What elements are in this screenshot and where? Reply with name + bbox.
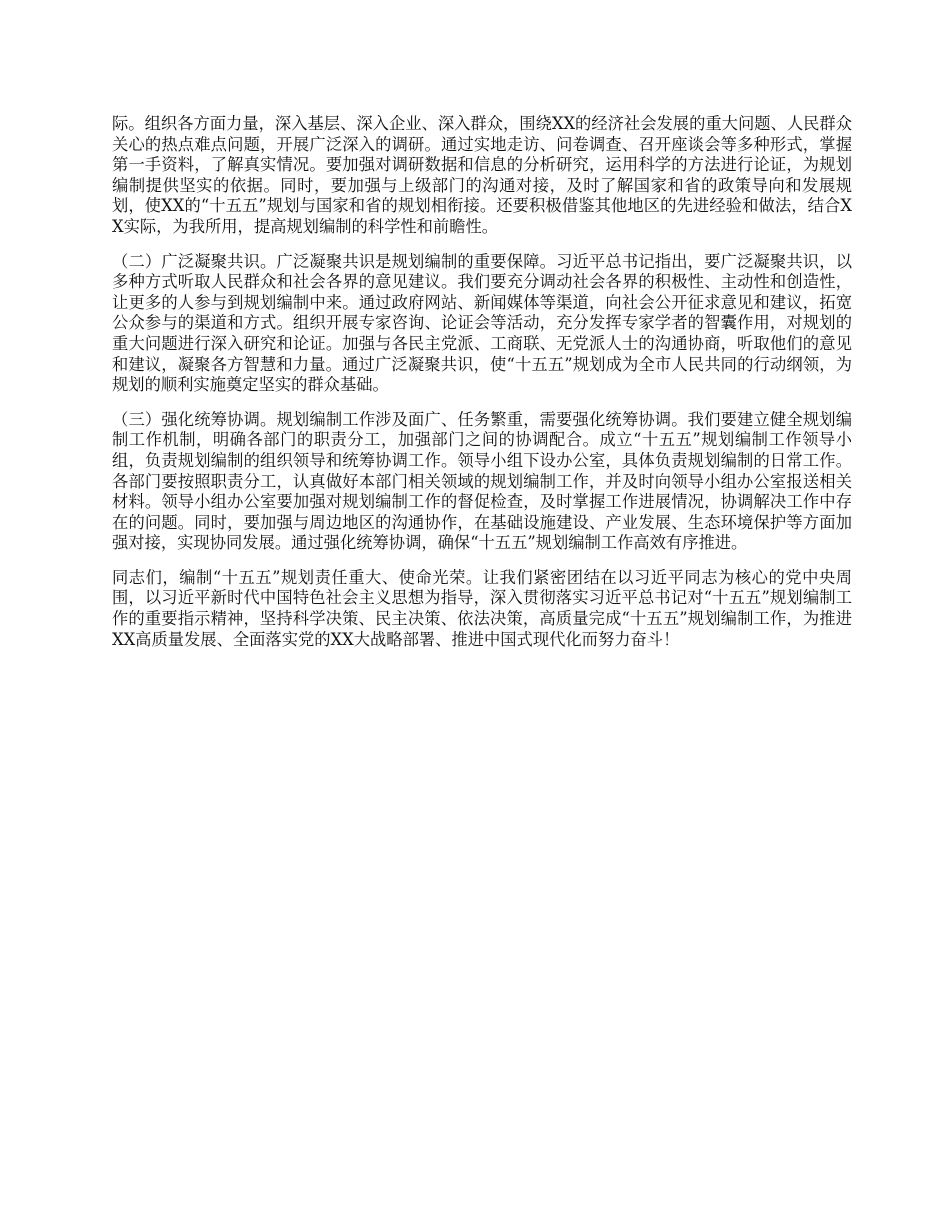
paragraph-closing: 同志们，编制“十五五”规划责任重大、使命光荣。让我们紧密团结在以习近平同志为核心的党中央周围，以习近平新时代中国特色社会主义思想为指导，深入贯彻落实习近平总书记对“十五五”规划编制工作的重要指示精神，坚持科学决策、民主决策、依法决策，高质量完成“十五五”规划编制工作，为推进XX高质量发展、全面落实党的XX大战略部署、推进中国式现代化而努力奋斗！ <box>112 567 852 649</box>
paragraph-consensus: （二）广泛凝聚共识。广泛凝聚共识是规划编制的重要保障。习近平总书记指出，要广泛凝聚共识，以多种方式听取人民群众和社会各界的意见建议。我们要充分调动社会各界的积极性、主动性和创造性，让更多的人参与到规划编制中来。通过政府网站、新闻媒体等渠道，向社会公开征求意见和建议，拓宽公众参与的渠道和方式。组织开展专家咨询、论证会等活动，充分发挥专家学者的智囊作用，对规划的重大问题进行深入研究和论证。加强与各民主党派、工商联、无党派人士的沟通协商，听取他们的意见和建议，凝聚各方智慧和力量。通过广泛凝聚共识，使“十五五”规划成为全市人民共同的行动纲领，为规划的顺利实施奠定坚实的群众基础。 <box>112 251 852 395</box>
paragraph-coordination: （三）强化统筹协调。规划编制工作涉及面广、任务繁重，需要强化统筹协调。我们要建立健全规划编制工作机制，明确各部门的职责分工，加强部门之间的协调配合。成立“十五五”规划编制工作领导小组，负责规划编制的组织领导和统筹协调工作。领导小组下设办公室，具体负责规划编制的日常工作。各部门要按照职责分工，认真做好本部门相关领域的规划编制工作，并及时向领导小组办公室报送相关材料。领导小组办公室要加强对规划编制工作的督促检查，及时掌握工作进展情况，协调解决工作中存在的问题。同时，要加强与周边地区的沟通协作，在基础设施建设、产业发展、生态环境保护等方面加强对接，实现协同发展。通过强化统筹协调，确保“十五五”规划编制工作高效有序推进。 <box>112 409 852 553</box>
paragraph-research: 际。组织各方面力量，深入基层、深入企业、深入群众，围绕XX的经济社会发展的重大问题、人民群众关心的热点难点问题，开展广泛深入的调研。通过实地走访、问卷调查、召开座谈会等多种形式，掌握第一手资料，了解真实情况。要加强对调研数据和信息的分析研究，运用科学的方法进行论证，为规划编制提供坚实的依据。同时，要加强与上级部门的沟通对接，及时了解国家和省的政策导向和发展规划，使XX的“十五五”规划与国家和省的规划相衔接。还要积极借鉴其他地区的先进经验和做法，结合XX实际，为我所用，提高规划编制的科学性和前瞻性。 <box>112 114 852 236</box>
document-body <box>112 114 852 664</box>
